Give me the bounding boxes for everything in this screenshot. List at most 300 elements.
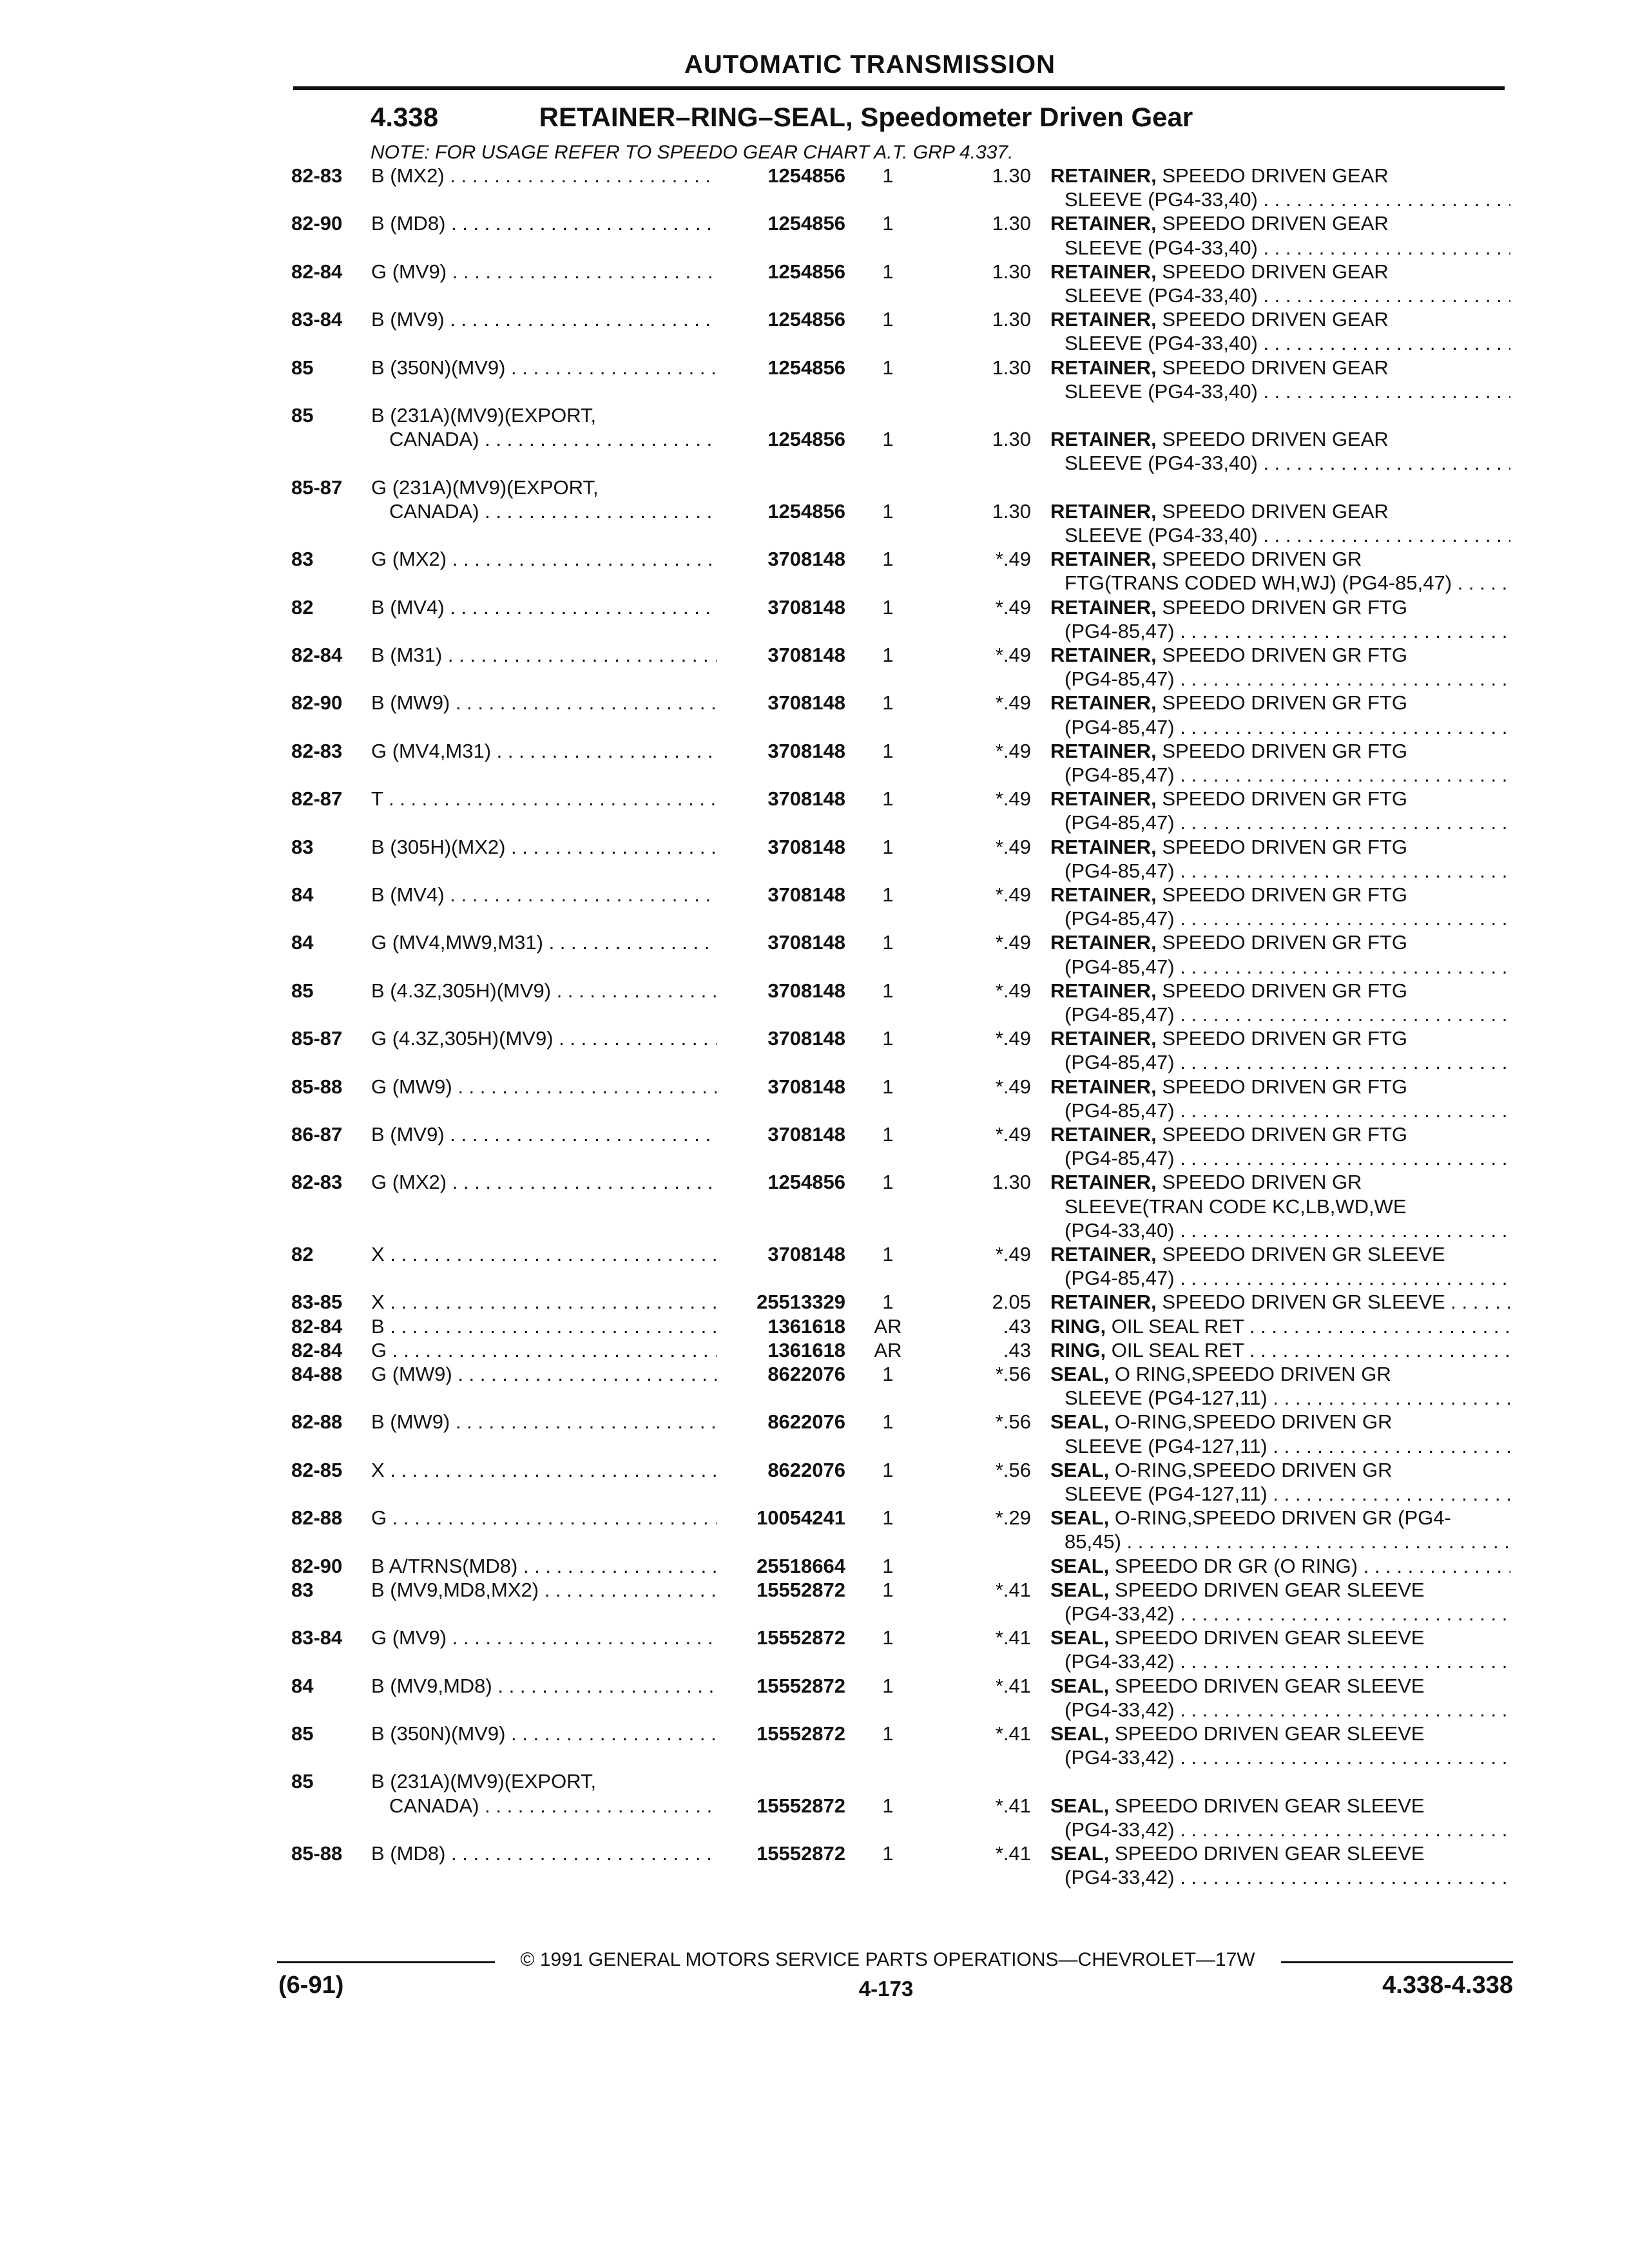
row-years: 83 bbox=[291, 835, 314, 858]
row-years: 82 bbox=[291, 595, 314, 619]
row-price: *.56 bbox=[995, 1458, 1031, 1481]
row-description-keyword: RETAINER, bbox=[1050, 1171, 1157, 1194]
table-row bbox=[0, 547, 1629, 595]
row-description bbox=[1050, 1122, 1510, 1146]
row-part-number: 1254856 bbox=[767, 428, 845, 451]
row-description-keyword: RETAINER, bbox=[1050, 691, 1157, 715]
row-years: 82-90 bbox=[291, 1554, 343, 1577]
row-description-cont bbox=[1065, 859, 1510, 883]
row-description-cont bbox=[1065, 187, 1510, 211]
row-years: 84 bbox=[291, 883, 314, 906]
table-row bbox=[0, 1314, 1629, 1338]
row-description bbox=[1050, 1506, 1510, 1530]
row-description-keyword: RETAINER, bbox=[1050, 1291, 1157, 1314]
row-quantity: 1 bbox=[882, 1027, 894, 1050]
table-row bbox=[0, 1026, 1629, 1074]
row-description-text: (PG4-85,47) bbox=[1065, 763, 1175, 786]
row-description-cont bbox=[1065, 1698, 1510, 1722]
row-description-text: SPEEDO DRIVEN GEAR SLEEVE bbox=[1109, 1722, 1425, 1745]
row-model: G (MV4,MW9,M31) . . . bbox=[371, 930, 717, 954]
row-description-cont bbox=[1065, 1050, 1510, 1074]
row-price: .43 bbox=[1003, 1314, 1031, 1338]
row-years: 86-87 bbox=[291, 1123, 343, 1146]
row-part-number: 15552872 bbox=[757, 1674, 845, 1697]
row-description-text: (PG4-85,47) bbox=[1065, 955, 1175, 978]
row-part-number: 3708148 bbox=[767, 1075, 845, 1098]
table-row bbox=[0, 1506, 1629, 1553]
row-years: 85 bbox=[291, 1722, 314, 1745]
row-years: 83-84 bbox=[291, 308, 343, 331]
row-model: B (MV4) . . . bbox=[371, 883, 717, 907]
row-years: 85 bbox=[291, 356, 314, 379]
row-years: 83-85 bbox=[291, 1291, 343, 1314]
row-years: 82-90 bbox=[291, 691, 343, 715]
table-row bbox=[0, 1410, 1629, 1457]
row-model: T . . . bbox=[371, 787, 717, 811]
row-description-cont bbox=[1065, 380, 1510, 403]
row-quantity: 1 bbox=[882, 1554, 894, 1577]
row-price: *.56 bbox=[995, 1410, 1031, 1434]
row-quantity: 1 bbox=[882, 1291, 894, 1314]
row-part-number: 3708148 bbox=[767, 979, 845, 1002]
row-description-keyword: RETAINER, bbox=[1050, 548, 1157, 571]
row-description-keyword: SEAL, bbox=[1050, 1554, 1110, 1577]
row-description-text: SLEEVE(TRAN CODE KC,LB,WD,WE bbox=[1065, 1195, 1407, 1218]
row-part-number: 1254856 bbox=[767, 164, 845, 187]
row-quantity: 1 bbox=[882, 1674, 894, 1697]
row-price: 2.05 bbox=[992, 1291, 1031, 1314]
row-description-text: SPEEDO DRIVEN GR FTG bbox=[1156, 1027, 1408, 1050]
row-quantity: 1 bbox=[882, 548, 894, 571]
row-description bbox=[1050, 883, 1510, 907]
row-description-text: SLEEVE (PG4-33,40) bbox=[1065, 332, 1258, 355]
footer-group-range: 4.338-4.338 bbox=[1382, 1972, 1513, 1999]
row-model: B (231A)(MV9)(EXPORT, bbox=[371, 404, 597, 427]
row-description-text: (PG4-85,47) bbox=[1065, 1147, 1175, 1170]
row-model: B (MW9) . . . bbox=[371, 1410, 717, 1434]
table-row bbox=[0, 403, 1629, 475]
row-years: 83 bbox=[291, 1578, 314, 1601]
section-number: 4.338 bbox=[371, 102, 439, 132]
row-years: 82-83 bbox=[291, 1171, 343, 1194]
table-row bbox=[0, 356, 1629, 403]
table-row bbox=[0, 1362, 1629, 1410]
row-description bbox=[1050, 164, 1510, 187]
row-description-cont bbox=[1065, 284, 1510, 307]
row-price: *.41 bbox=[995, 1722, 1031, 1745]
row-description bbox=[1050, 835, 1510, 859]
row-description-cont bbox=[1065, 1865, 1510, 1889]
row-description-cont bbox=[1065, 1099, 1510, 1122]
row-part-number: 8622076 bbox=[767, 1363, 845, 1385]
row-description-text: (PG4-85,47) bbox=[1065, 1051, 1175, 1074]
table-row bbox=[0, 979, 1629, 1026]
row-model: B (231A)(MV9)(EXPORT, bbox=[371, 1770, 597, 1793]
row-years: 82-85 bbox=[291, 1458, 343, 1481]
row-description-keyword: RETAINER, bbox=[1050, 787, 1157, 811]
row-years: 82-84 bbox=[291, 260, 343, 283]
row-quantity: 1 bbox=[882, 595, 894, 619]
row-description-text: SLEEVE (PG4-33,40) bbox=[1065, 236, 1258, 259]
row-model: B (350N)(MV9) . . . bbox=[371, 1722, 717, 1745]
row-years: 82-90 bbox=[291, 212, 343, 235]
row-model: G (231A)(MV9)(EXPORT, bbox=[371, 476, 599, 499]
table-row bbox=[0, 1554, 1629, 1578]
table-row bbox=[0, 260, 1629, 307]
row-description-keyword: RETAINER, bbox=[1050, 595, 1157, 619]
row-part-number: 3708148 bbox=[767, 691, 845, 715]
row-quantity: 1 bbox=[882, 499, 894, 523]
row-description-text: SLEEVE (PG4-33,40) bbox=[1065, 523, 1258, 546]
table-row bbox=[0, 1242, 1629, 1290]
row-model: G (MX2) . . . bbox=[371, 547, 717, 571]
row-quantity: 1 bbox=[882, 1458, 894, 1481]
row-description-cont bbox=[1065, 1482, 1510, 1506]
row-years: 85-88 bbox=[291, 1842, 343, 1865]
row-description bbox=[1050, 1674, 1510, 1698]
row-model: B (MV9) . . . bbox=[371, 307, 717, 331]
row-description-text: SLEEVE (PG4-127,11) bbox=[1065, 1434, 1268, 1457]
table-row bbox=[0, 1075, 1629, 1122]
row-part-number: 3708148 bbox=[767, 1027, 845, 1050]
row-description-cont bbox=[1065, 1195, 1510, 1218]
row-description-text: SLEEVE (PG4-33,40) bbox=[1065, 284, 1258, 307]
row-description-text: (PG4-33,42) bbox=[1065, 1818, 1175, 1841]
row-description-text: (PG4-85,47) bbox=[1065, 1003, 1175, 1026]
row-description bbox=[1050, 1458, 1510, 1482]
row-years: 82-87 bbox=[291, 787, 343, 811]
row-price: *.49 bbox=[995, 595, 1031, 619]
row-model: G (MV9) . . . bbox=[371, 1626, 717, 1649]
row-model: B . . . bbox=[371, 1314, 717, 1338]
row-description-text: (PG4-85,47) bbox=[1065, 668, 1175, 691]
row-part-number: 1361618 bbox=[767, 1314, 845, 1338]
row-description-keyword: SEAL, bbox=[1050, 1794, 1110, 1817]
row-price: .43 bbox=[1003, 1338, 1031, 1361]
row-price: *.41 bbox=[995, 1794, 1031, 1817]
row-description-text: SLEEVE (PG4-127,11) bbox=[1065, 1387, 1268, 1410]
row-description bbox=[1050, 1290, 1510, 1314]
row-description-text: SPEEDO DRIVEN GR FTG bbox=[1156, 787, 1408, 811]
row-description-keyword: SEAL, bbox=[1050, 1410, 1110, 1434]
row-years: 82-84 bbox=[291, 1314, 343, 1338]
row-quantity: 1 bbox=[882, 835, 894, 858]
row-description-text: SPEEDO DRIVEN GEAR SLEEVE bbox=[1109, 1578, 1425, 1601]
row-quantity: 1 bbox=[882, 1075, 894, 1098]
row-description-text: SPEEDO DR GR (O RING) bbox=[1109, 1554, 1358, 1577]
table-row bbox=[0, 1290, 1629, 1314]
table-row bbox=[0, 1626, 1629, 1673]
row-description-text: (PG4-33,42) bbox=[1065, 1698, 1175, 1721]
row-quantity: 1 bbox=[882, 1842, 894, 1865]
row-description-text: (PG4-85,47) bbox=[1065, 1099, 1175, 1122]
row-description-keyword: RING, bbox=[1050, 1314, 1106, 1338]
row-description bbox=[1050, 356, 1510, 380]
row-description-text: SPEEDO DRIVEN GR FTG bbox=[1156, 739, 1408, 762]
table-row bbox=[0, 643, 1629, 691]
row-years: 82-83 bbox=[291, 164, 343, 187]
row-model: B (305H)(MX2) . . . bbox=[371, 835, 717, 859]
row-description bbox=[1050, 1578, 1510, 1602]
table-row bbox=[0, 1674, 1629, 1722]
row-description-keyword: RETAINER, bbox=[1050, 979, 1157, 1002]
row-years: 84 bbox=[291, 1674, 314, 1697]
row-description-text: (PG4-33,42) bbox=[1065, 1746, 1175, 1769]
table-row bbox=[0, 476, 1629, 546]
row-description-cont bbox=[1065, 811, 1510, 834]
row-description-text: (PG4-33,42) bbox=[1065, 1650, 1175, 1673]
row-model: X . . . bbox=[371, 1290, 717, 1314]
row-description-text: SPEEDO DRIVEN GEAR SLEEVE bbox=[1109, 1842, 1425, 1865]
row-part-number: 15552872 bbox=[757, 1626, 845, 1649]
row-model: B (MV9) . . . bbox=[371, 1122, 717, 1146]
row-description-keyword: SEAL, bbox=[1050, 1674, 1110, 1697]
table-row bbox=[0, 307, 1629, 355]
row-description bbox=[1050, 499, 1510, 523]
row-description-text: SPEEDO DRIVEN GEAR bbox=[1156, 308, 1389, 331]
table-row bbox=[0, 1578, 1629, 1626]
row-years: 85-87 bbox=[291, 1027, 343, 1050]
row-model: B (4.3Z,305H)(MV9) . . . bbox=[371, 979, 717, 1003]
row-description bbox=[1050, 1841, 1510, 1865]
row-description-text: SPEEDO DRIVEN GEAR bbox=[1156, 212, 1389, 235]
row-description-text: SLEEVE (PG4-33,40) bbox=[1065, 188, 1258, 211]
row-part-number: 15552872 bbox=[757, 1794, 845, 1817]
row-description bbox=[1050, 1242, 1510, 1266]
row-description-keyword: SEAL, bbox=[1050, 1458, 1110, 1481]
row-price: *.49 bbox=[995, 787, 1031, 811]
row-years: 84-88 bbox=[291, 1363, 343, 1385]
row-model: B (MV4) . . . bbox=[371, 595, 717, 619]
row-description bbox=[1050, 979, 1510, 1003]
table-row bbox=[0, 1841, 1629, 1889]
row-quantity: 1 bbox=[882, 1123, 894, 1146]
table-row bbox=[0, 595, 1629, 643]
row-description-cont bbox=[1065, 1386, 1510, 1410]
row-description-text: 85,45) bbox=[1065, 1530, 1121, 1553]
row-description bbox=[1050, 1410, 1510, 1434]
row-quantity: 1 bbox=[882, 931, 894, 954]
row-description-text: SPEEDO DRIVEN GEAR bbox=[1156, 428, 1389, 451]
row-description bbox=[1050, 1794, 1510, 1818]
row-part-number: 25518664 bbox=[757, 1554, 845, 1577]
row-price: 1.30 bbox=[992, 212, 1031, 235]
row-price: 1.30 bbox=[992, 356, 1031, 379]
row-description-text: SPEEDO DRIVEN GR FTG bbox=[1156, 931, 1408, 954]
row-quantity: 1 bbox=[882, 308, 894, 331]
row-description-keyword: SEAL, bbox=[1050, 1363, 1110, 1385]
table-row bbox=[0, 930, 1629, 978]
table-row bbox=[0, 883, 1629, 930]
row-description bbox=[1050, 211, 1510, 235]
row-years: 84 bbox=[291, 931, 314, 954]
table-row bbox=[0, 164, 1629, 211]
row-part-number: 3708148 bbox=[767, 548, 845, 571]
row-description bbox=[1050, 1722, 1510, 1745]
row-price: *.56 bbox=[995, 1363, 1031, 1385]
row-description-cont bbox=[1065, 1649, 1510, 1673]
row-description-text: SPEEDO DRIVEN GEAR SLEEVE bbox=[1109, 1626, 1425, 1649]
row-description-cont bbox=[1065, 571, 1510, 595]
row-price: 1.30 bbox=[992, 499, 1031, 523]
usage-note: NOTE: FOR USAGE REFER TO SPEEDO GEAR CHART A.T. GRP 4.337. bbox=[371, 142, 1014, 163]
footer-copyright: © 1991 GENERAL MOTORS SERVICE PARTS OPERATIONS—CHEVROLET—17W bbox=[520, 1949, 1255, 1970]
table-row bbox=[0, 1722, 1629, 1769]
section-title: RETAINER–RING–SEAL, Speedometer Driven Gear bbox=[539, 102, 1193, 132]
row-description-keyword: RING, bbox=[1050, 1338, 1106, 1361]
row-description-keyword: RETAINER, bbox=[1050, 739, 1157, 762]
row-description bbox=[1050, 691, 1510, 715]
row-description-keyword: RETAINER, bbox=[1050, 499, 1157, 523]
row-price: 1.30 bbox=[992, 1171, 1031, 1194]
row-model: G (4.3Z,305H)(MV9) . . . bbox=[371, 1026, 717, 1050]
row-description-keyword: SEAL, bbox=[1050, 1626, 1110, 1649]
row-part-number: 1254856 bbox=[767, 212, 845, 235]
row-description-text: O-RING,SPEEDO DRIVEN GR bbox=[1109, 1410, 1393, 1434]
row-description-text: SPEEDO DRIVEN GEAR bbox=[1156, 260, 1389, 283]
row-description-text: SLEEVE (PG4-33,40) bbox=[1065, 380, 1258, 403]
row-description-cont bbox=[1065, 1434, 1510, 1458]
row-description-text: O-RING,SPEEDO DRIVEN GR (PG4- bbox=[1109, 1506, 1451, 1530]
row-part-number: 15552872 bbox=[757, 1578, 845, 1601]
row-description-text: SPEEDO DRIVEN GR bbox=[1156, 1171, 1362, 1194]
row-description-keyword: RETAINER, bbox=[1050, 428, 1157, 451]
table-row bbox=[0, 835, 1629, 883]
row-price: *.49 bbox=[995, 835, 1031, 858]
row-part-number: 3708148 bbox=[767, 1243, 845, 1265]
row-description-text: SLEEVE (PG4-33,40) bbox=[1065, 452, 1258, 475]
row-description-keyword: RETAINER, bbox=[1050, 1123, 1157, 1146]
row-description-cont bbox=[1065, 1218, 1510, 1242]
row-years: 85-87 bbox=[291, 476, 343, 499]
table-row bbox=[0, 691, 1629, 738]
row-description-text: (PG4-85,47) bbox=[1065, 619, 1175, 642]
row-model: G . . . bbox=[371, 1338, 717, 1362]
row-description bbox=[1050, 595, 1510, 619]
row-description-text: (PG4-85,47) bbox=[1065, 859, 1175, 882]
row-model: B (MD8) . . . bbox=[371, 211, 717, 235]
row-description-cont bbox=[1065, 451, 1510, 475]
footer-page-number: 4-173 bbox=[858, 1977, 914, 2001]
row-years: 82-88 bbox=[291, 1410, 343, 1434]
row-model: G (MV4,M31) . . . bbox=[371, 739, 717, 763]
row-price: *.49 bbox=[995, 644, 1031, 666]
row-description-keyword: RETAINER, bbox=[1050, 883, 1157, 906]
row-part-number: 1254856 bbox=[767, 1171, 845, 1194]
row-part-number: 10054241 bbox=[757, 1506, 845, 1530]
row-description-keyword: RETAINER, bbox=[1050, 212, 1157, 235]
table-row bbox=[0, 1769, 1629, 1841]
row-quantity: 1 bbox=[882, 739, 894, 762]
row-description-text: (PG4-85,47) bbox=[1065, 811, 1175, 834]
row-years: 85 bbox=[291, 1770, 314, 1793]
row-model: CANADA) . . . bbox=[389, 427, 717, 451]
row-description bbox=[1050, 1338, 1510, 1362]
row-model: G (MV9) . . . bbox=[371, 260, 717, 284]
row-quantity: 1 bbox=[882, 212, 894, 235]
row-part-number: 3708148 bbox=[767, 595, 845, 619]
row-price: *.49 bbox=[995, 883, 1031, 906]
row-quantity: 1 bbox=[882, 356, 894, 379]
row-description bbox=[1050, 643, 1510, 667]
row-description-cont bbox=[1065, 1530, 1510, 1553]
row-description bbox=[1050, 427, 1510, 451]
row-quantity: 1 bbox=[882, 1410, 894, 1434]
row-description-text: SLEEVE (PG4-127,11) bbox=[1065, 1482, 1268, 1505]
row-description-keyword: RETAINER, bbox=[1050, 1027, 1157, 1050]
row-years: 83-84 bbox=[291, 1626, 343, 1649]
row-description-cont bbox=[1065, 667, 1510, 691]
page-header-title: AUTOMATIC TRANSMISSION bbox=[684, 50, 1056, 79]
row-part-number: 3708148 bbox=[767, 739, 845, 762]
row-part-number: 8622076 bbox=[767, 1458, 845, 1481]
table-row bbox=[0, 1458, 1629, 1506]
row-description-text: (PG4-85,47) bbox=[1065, 907, 1175, 930]
row-description bbox=[1050, 1075, 1510, 1099]
row-model: G (MW9) . . . bbox=[371, 1075, 717, 1099]
row-description-text: SPEEDO DRIVEN GR FTG bbox=[1156, 979, 1408, 1002]
row-description-keyword: SEAL, bbox=[1050, 1506, 1110, 1530]
row-part-number: 15552872 bbox=[757, 1722, 845, 1745]
footer-date: (6-91) bbox=[278, 1972, 344, 1999]
row-description-text: (PG4-85,47) bbox=[1065, 1267, 1175, 1290]
row-description-cont bbox=[1065, 763, 1510, 787]
row-description-keyword: SEAL, bbox=[1050, 1578, 1110, 1601]
row-quantity: 1 bbox=[882, 1506, 894, 1530]
row-price: *.29 bbox=[995, 1506, 1031, 1530]
row-part-number: 3708148 bbox=[767, 787, 845, 811]
row-model: B (MD8) . . . bbox=[371, 1841, 717, 1865]
row-price: *.41 bbox=[995, 1674, 1031, 1697]
row-model: CANADA) . . . bbox=[389, 499, 717, 523]
row-model: CANADA) . . . bbox=[389, 1794, 717, 1818]
row-part-number: 1254856 bbox=[767, 308, 845, 331]
row-description-text: O RING,SPEEDO DRIVEN GR bbox=[1109, 1363, 1391, 1385]
row-description-text: (PG4-33,42) bbox=[1065, 1602, 1175, 1625]
row-description-keyword: RETAINER, bbox=[1050, 1075, 1157, 1098]
row-model: B (MV9,MD8,MX2) . . . bbox=[371, 1578, 717, 1602]
row-years: 82-88 bbox=[291, 1506, 343, 1530]
row-price: 1.30 bbox=[992, 260, 1031, 283]
row-description-cont bbox=[1065, 715, 1510, 739]
row-description-cont bbox=[1065, 1602, 1510, 1626]
row-price: *.49 bbox=[995, 548, 1031, 571]
row-years: 82-83 bbox=[291, 739, 343, 762]
row-description-text: (PG4-33,40) bbox=[1065, 1218, 1175, 1242]
row-quantity: 1 bbox=[882, 1578, 894, 1601]
row-price: *.49 bbox=[995, 931, 1031, 954]
row-price: *.49 bbox=[995, 1123, 1031, 1146]
row-description-text: FTG(TRANS CODED WH,WJ) (PG4-85,47) bbox=[1065, 572, 1452, 595]
row-quantity: 1 bbox=[882, 1722, 894, 1745]
row-price: *.49 bbox=[995, 691, 1031, 715]
row-description bbox=[1050, 1626, 1510, 1649]
row-part-number: 1254856 bbox=[767, 356, 845, 379]
row-quantity: 1 bbox=[882, 428, 894, 451]
row-description bbox=[1050, 1170, 1510, 1194]
row-description-cont bbox=[1065, 331, 1510, 355]
row-quantity: 1 bbox=[882, 1794, 894, 1817]
row-description-text: SPEEDO DRIVEN GEAR SLEEVE bbox=[1109, 1794, 1425, 1817]
row-part-number: 8622076 bbox=[767, 1410, 845, 1434]
row-description-cont bbox=[1065, 1266, 1510, 1290]
row-years: 82 bbox=[291, 1243, 314, 1265]
row-description-cont bbox=[1065, 1745, 1510, 1769]
row-description bbox=[1050, 1026, 1510, 1050]
row-description-keyword: RETAINER, bbox=[1050, 835, 1157, 858]
row-description-text: SPEEDO DRIVEN GR FTG bbox=[1156, 883, 1408, 906]
row-description-text: SPEEDO DRIVEN GEAR bbox=[1156, 356, 1389, 379]
